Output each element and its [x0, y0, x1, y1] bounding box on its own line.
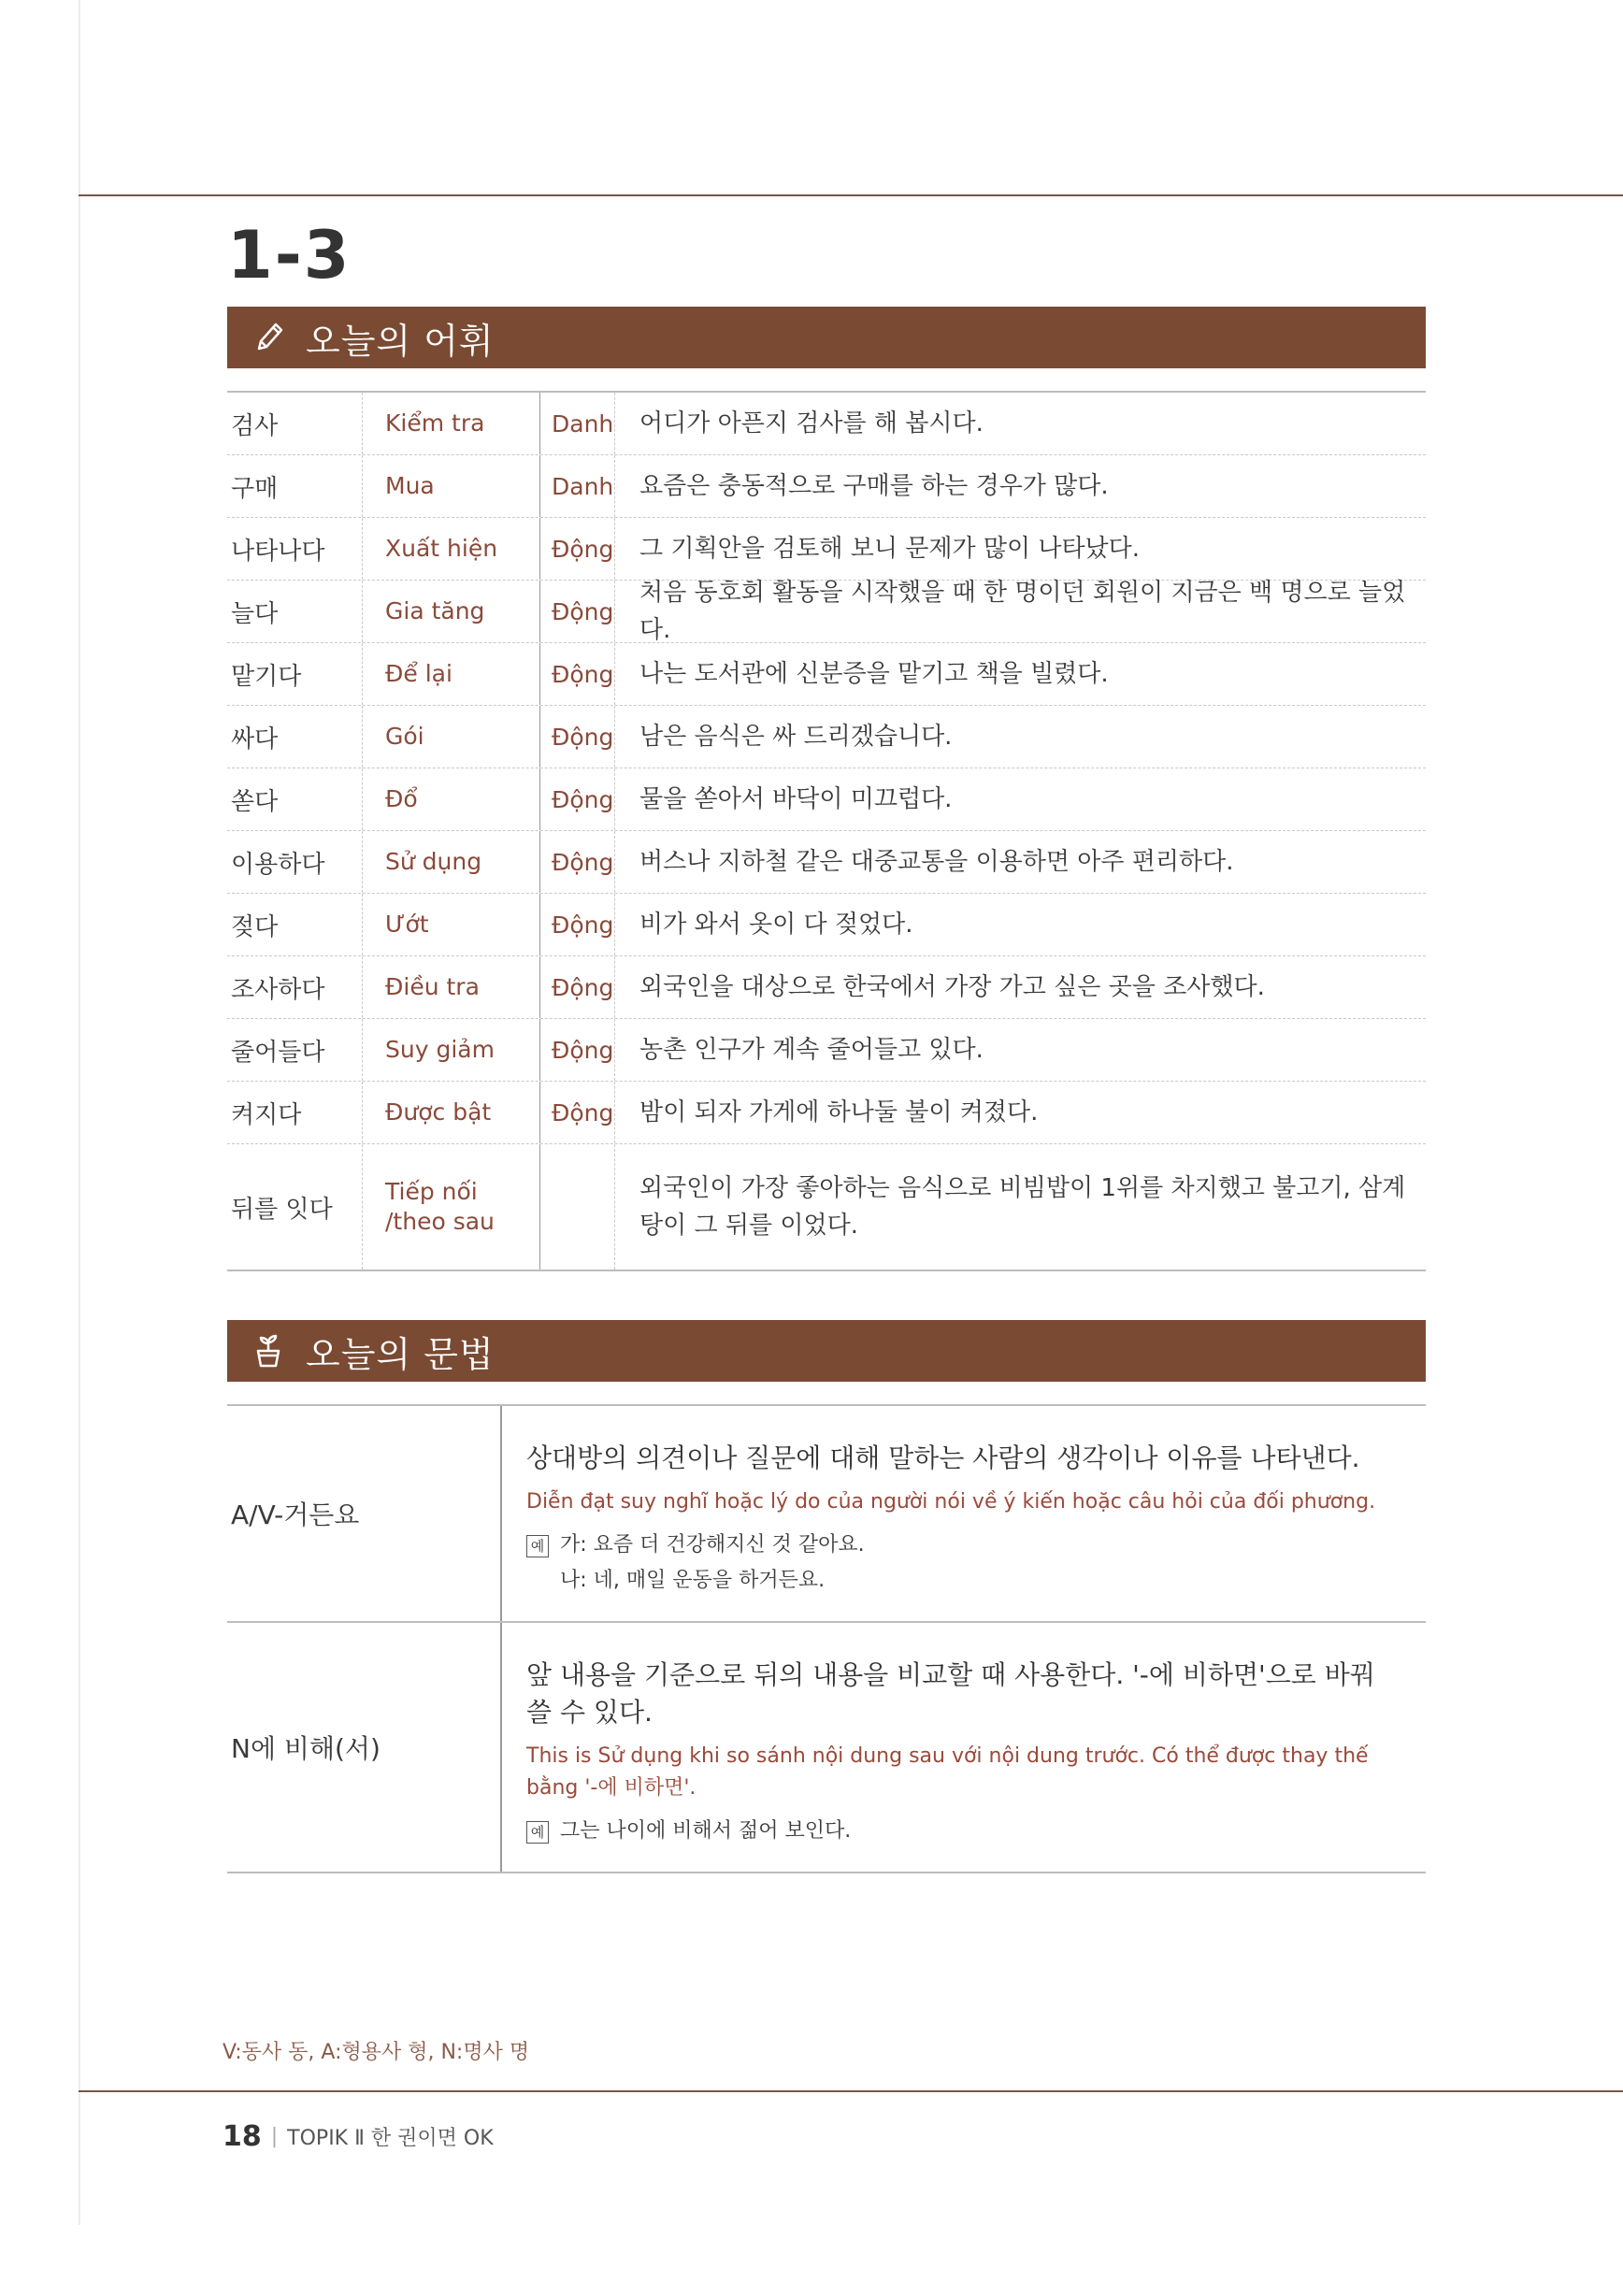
vocab-part-of-speech: Động: [540, 1019, 615, 1081]
vocab-part-of-speech: Động: [540, 831, 615, 893]
grammar-explanation: [502, 1623, 1426, 1872]
vocab-row: [227, 768, 1426, 831]
vocab-meaning: Đổ: [363, 768, 540, 830]
vocab-example: 처음 동호회 활동을 시작했을 때 한 명이던 회원이 지금은 백 명으로 늘었다.: [639, 579, 1406, 644]
vocab-meaning: Suy giảm: [363, 1019, 540, 1081]
vocab-meaning: Điều tra: [363, 956, 540, 1018]
pencil-icon: [250, 319, 287, 356]
grammar-pattern: A/V-거든요: [227, 1406, 502, 1621]
vocab-word: 이용하다: [227, 831, 363, 893]
grammar-translation: Diễn đạt suy nghĩ hoặc lý do của người nói về ý kiến hoặc câu hỏi của đối phương.: [526, 1490, 1376, 1514]
vocab-example: 그 기획안을 검토해 보니 문제가 많이 나타났다.: [639, 535, 1141, 563]
vocab-example: 요즘은 충동적으로 구매를 하는 경우가 많다.: [639, 472, 1109, 500]
vocab-row: [227, 393, 1426, 455]
example-mark: 예: [526, 1821, 549, 1844]
grammar-section-title: 오늘의 문법: [306, 1333, 495, 1375]
vocab-row: [227, 518, 1426, 581]
vocab-part-of-speech: Động: [540, 1082, 615, 1143]
lesson-number: 1-3: [227, 217, 352, 294]
vocab-meaning: Mua: [363, 455, 540, 517]
vocab-row: [227, 894, 1426, 956]
grammar-description: 상대방의 의견이나 질문에 대해 말하는 사람의 생각이나 이유를 나타낸다.: [526, 1442, 1360, 1473]
vocab-word: 나타나다: [227, 518, 363, 580]
vocab-example: 농촌 인구가 계속 줄어들고 있다.: [639, 1036, 984, 1064]
vocab-example: 밤이 되자 가게에 하나둘 불이 켜졌다.: [639, 1098, 1039, 1126]
example-mark: 예: [526, 1535, 549, 1557]
header-rule: [79, 194, 1623, 196]
page-footer: [223, 2120, 494, 2153]
vocab-meaning: Kiểm tra: [363, 393, 540, 454]
grammar-section-banner: [227, 1320, 1426, 1382]
footer-separator: |: [270, 2125, 279, 2148]
vocab-meaning: Được bật: [363, 1082, 540, 1143]
vocab-example: 어디가 아픈지 검사를 해 봅시다.: [639, 409, 984, 438]
grammar-example: [526, 1814, 1407, 1849]
example-line: 나: 네, 매일 운동을 하거든요.: [560, 1569, 826, 1592]
vocab-meaning: Sử dụng: [363, 831, 540, 893]
vocab-word: 조사하다: [227, 956, 363, 1018]
grammar-explanation: [502, 1406, 1426, 1621]
vocab-row: [227, 643, 1426, 706]
vocab-word: 쏟다: [227, 768, 363, 830]
vocab-row: [227, 1144, 1426, 1271]
vocab-part-of-speech: Động: [540, 706, 615, 768]
vocab-example: 외국인이 가장 좋아하는 음식으로 비빔밥이 1위를 차지했고 불고기, 삼계탕이 그 뒤를 이었다.: [639, 1174, 1406, 1240]
vocab-word: 검사: [227, 393, 363, 454]
vocab-row: [227, 706, 1426, 768]
vocab-word: 켜지다: [227, 1082, 363, 1143]
vocab-section-banner: [227, 307, 1426, 368]
page-left-rule: [79, 0, 80, 2225]
page-number: 18: [223, 2120, 262, 2153]
vocab-part-of-speech: Động: [540, 894, 615, 955]
vocab-table: [227, 391, 1426, 1271]
vocab-row: [227, 956, 1426, 1019]
vocab-row: [227, 831, 1426, 894]
grammar-description: 앞 내용을 기준으로 뒤의 내용을 비교할 때 사용한다. '-에 비하면'으로 바꿔 쓸 수 있다.: [526, 1659, 1375, 1728]
vocab-row: [227, 1019, 1426, 1082]
vocab-example: 버스나 지하철 같은 대중교통을 이용하면 아주 편리하다.: [639, 848, 1234, 876]
vocab-word: 젖다: [227, 894, 363, 955]
example-line: 가: 요즘 더 건강해지신 것 같아요.: [560, 1533, 865, 1557]
grammar-translation: This is Sử dụng khi so sánh nội dung sau với nội dung trước. Có thể được thay thế bằng '-에 비하면'.: [526, 1744, 1369, 1800]
grammar-pattern: N에 비해(서): [227, 1623, 502, 1872]
vocab-example: 나는 도서관에 신분증을 맡기고 책을 빌렸다.: [639, 660, 1109, 688]
vocab-word: 싸다: [227, 706, 363, 768]
vocab-meaning: Gói: [363, 706, 540, 768]
vocab-part-of-speech: Động: [540, 581, 615, 642]
grammar-row: [227, 1406, 1426, 1623]
vocab-part-of-speech: Danh: [540, 455, 615, 517]
vocab-word: 맡기다: [227, 643, 363, 705]
vocab-meaning: Ướt: [363, 894, 540, 955]
grammar-row: [227, 1623, 1426, 1873]
vocab-word: 구매: [227, 455, 363, 517]
vocab-example: 물을 쏟아서 바닥이 미끄럽다.: [639, 785, 953, 813]
vocab-part-of-speech: Động: [540, 518, 615, 580]
vocab-part-of-speech: Động: [540, 768, 615, 830]
plant-pot-icon: [250, 1332, 287, 1370]
abbreviation-footnote: V:동사 동, A:형용사 형, N:명사 명: [223, 2041, 530, 2064]
vocab-part-of-speech: Động: [540, 643, 615, 705]
example-line: 그는 나이에 비해서 젊어 보인다.: [560, 1819, 852, 1843]
vocab-example: 남은 음식은 싸 드리겠습니다.: [639, 723, 953, 751]
vocab-part-of-speech: Động: [540, 956, 615, 1018]
vocab-part-of-speech: [540, 1144, 615, 1270]
footer-rule: [79, 2090, 1623, 2092]
vocab-word: 줄어들다: [227, 1019, 363, 1081]
vocab-word: 늘다: [227, 581, 363, 642]
vocab-section-title: 오늘의 어휘: [306, 320, 495, 362]
vocab-row: [227, 455, 1426, 518]
vocab-meaning: Gia tăng: [363, 581, 540, 642]
vocab-part-of-speech: Danh: [540, 393, 615, 454]
vocab-row: [227, 1082, 1426, 1144]
grammar-example: [526, 1528, 1407, 1599]
vocab-meaning: Để lại: [363, 643, 540, 705]
vocab-example: 외국인을 대상으로 한국에서 가장 가고 싶은 곳을 조사했다.: [639, 973, 1265, 1001]
vocab-meaning: Xuất hiện: [363, 518, 540, 580]
vocab-meaning: Tiếp nối /theo sau: [363, 1144, 540, 1270]
book-title: TOPIK Ⅱ 한 권이면 OK: [287, 2127, 494, 2150]
vocab-word: 뒤를 잇다: [227, 1144, 363, 1270]
grammar-table: [227, 1404, 1426, 1873]
vocab-example: 비가 와서 옷이 다 젖었다.: [639, 911, 913, 939]
vocab-row: [227, 581, 1426, 643]
